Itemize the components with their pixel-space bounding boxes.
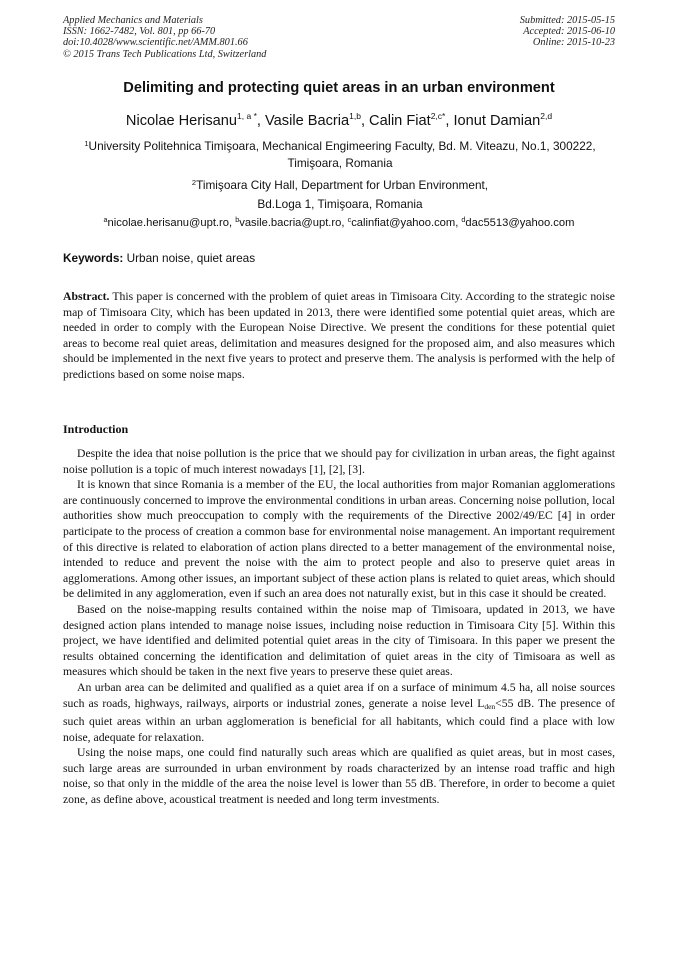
journal-name: Applied Mechanics and Materials	[63, 15, 203, 26]
email-link[interactable]: vasile.bacria@upt.ro	[239, 217, 342, 229]
author-sup: 1, a *	[237, 111, 257, 121]
author-name: Calin Fiat	[369, 113, 431, 129]
keywords-text: Urban noise, quiet areas	[126, 251, 256, 265]
accepted-date: Accepted: 2015-06-10	[523, 26, 615, 38]
paragraph: Despite the idea that noise pollution is the price that we should pay for civilization in urban areas, the fight against noise pollution is a topic of much interest nowadays [1], [2], [3].	[63, 447, 615, 476]
affiliation-2-address: Bd.Loga 1, Timişoara, Romania	[257, 197, 423, 211]
author-name: Vasile Bacria	[265, 113, 350, 129]
paragraph: It is known that since Romania is a member of the EU, the local authorities from major Romanian agglomerations are continuously concerned to improve the environmental conditions in urban areas. Concerning noise pollution, local authorities show much preoccupation to comply with the requirements of the Directive 2002/49/EC [4] in order participate to the process of creation a common base for environmental noise management. An important requirement of this directive is related to elaboration of action plans directed to a better management of the environmental noise, intended to reduce and prevent the noise with the aim to protect people and also to preserve quiet areas in agglomerations. Among other issues, an important subject of these action plans is related to quiet areas, which should be delimited in any agglomeration, even if such an area does not naturally exist, but in this case it should be created.	[63, 478, 615, 601]
journal-copyright: © 2015 Trans Tech Publications Ltd, Switzerland	[63, 48, 267, 60]
affiliation-1: $^1$University Politehnica Timişoara, Mechanical Engimeering Faculty, Bd. M. Viteazu, No.1, 300222, Timişoara, Romania	[84, 139, 596, 170]
author-sup: 2,d	[540, 111, 553, 121]
journal-issn: ISSN: 1662-7482, Vol. 801, pp 66-70	[63, 26, 216, 38]
author-name: Ionut Damian	[453, 113, 541, 129]
journal-info	[63, 15, 266, 60]
author-name: Nicolae Herisanu	[125, 113, 238, 129]
paper-title: Delimiting and protecting quiet areas in an urban environment	[123, 80, 555, 96]
abstract-label: Abstract.	[63, 290, 110, 303]
abstract	[63, 289, 615, 383]
paragraph: An urban area can be delimited and qualified as a quiet area if on a surface of minimum 4.5 ha, all noise sources such as roads, highways, railways, airports or industrial zones, generate a noise level $L_{den}<55$ dB. The presence of such quiet areas within an urban agglomeration is beneficial for all habitants, which could find a place with low noise, adequate for relaxation.	[63, 680, 615, 744]
affiliation-2: $^2$Timişoara City Hall, Department for Urban Environment,	[191, 178, 489, 192]
submitted-date: Submitted: 2015-05-15	[519, 15, 615, 26]
abstract-text: This paper is concerned with the problem of quiet areas in Timisoara City. According to the strategic noise map of Timisoara City, which has been updated in 2013, there were identified some potential quiet areas, which are needed in order to comply with the European Noise Directive. We present the conditions for these potential quiet areas to become real quiet areas, delimitation and measures designed for the proposed aim, and also measures which should be implemented in the next five years to protect and preserve them. The analysis is performed with the help of predictions based on some noise maps.	[63, 290, 615, 381]
email-link[interactable]: calinfiat@yahoo.com	[351, 217, 456, 229]
author-emails: $^a$nicolae.herisanu@upt.ro, $^b$vasile.bacria@upt.ro, $^c$calinfiat@yahoo.com, $^d$dac5513@yahoo.com	[103, 215, 575, 229]
author-list: Nicolae Herisanu$^{1, a *}$, Vasile Bacria$^{1,b}$, Calin Fiat$^{2,c*}$, Ionut Damian$^{2,d}$	[125, 111, 553, 129]
introduction-body	[63, 446, 615, 808]
online-date: Online: 2015-10-23	[532, 37, 615, 49]
email-link[interactable]: dac5513@yahoo.com	[465, 217, 575, 229]
section-heading-introduction: Introduction	[63, 422, 129, 436]
author-sup: 2,c*	[430, 111, 446, 121]
paragraph: Using the noise maps, one could find naturally such areas which are qualified as quiet areas, but in most cases, such large areas are surrounded in urban environment by roads characterized by an intense road traffic and high noise, so that only in the middle of the area the noise level is lower than 55 dB. Therefore, in order to become a quiet zone, as define above, acoustical treatment is needed and long term investments.	[63, 746, 615, 807]
submission-dates	[520, 15, 615, 49]
paragraph: Based on the noise-mapping results contained within the noise map of Timisoara, updated in 2013, we have designed action plans intended to manage noise issues, including noise reduction in Timisoara City [5]. Within this project, we have identified and delimited potential quiet areas in the city of Timisoara. In this paper we present the results obtained concerning the identification and delimitation of quiet areas in the city of Timisoara as well as measures which should be taken in the next five years to preserve these quiet areas.	[63, 602, 615, 679]
author-sup: 1,b	[349, 111, 361, 121]
journal-doi: doi:10.4028/www.scientific.net/AMM.801.66	[63, 37, 248, 49]
email-link[interactable]: nicolae.herisanu@upt.ro	[107, 217, 229, 229]
keywords	[63, 251, 255, 265]
keywords-label: Keywords:	[63, 251, 124, 265]
